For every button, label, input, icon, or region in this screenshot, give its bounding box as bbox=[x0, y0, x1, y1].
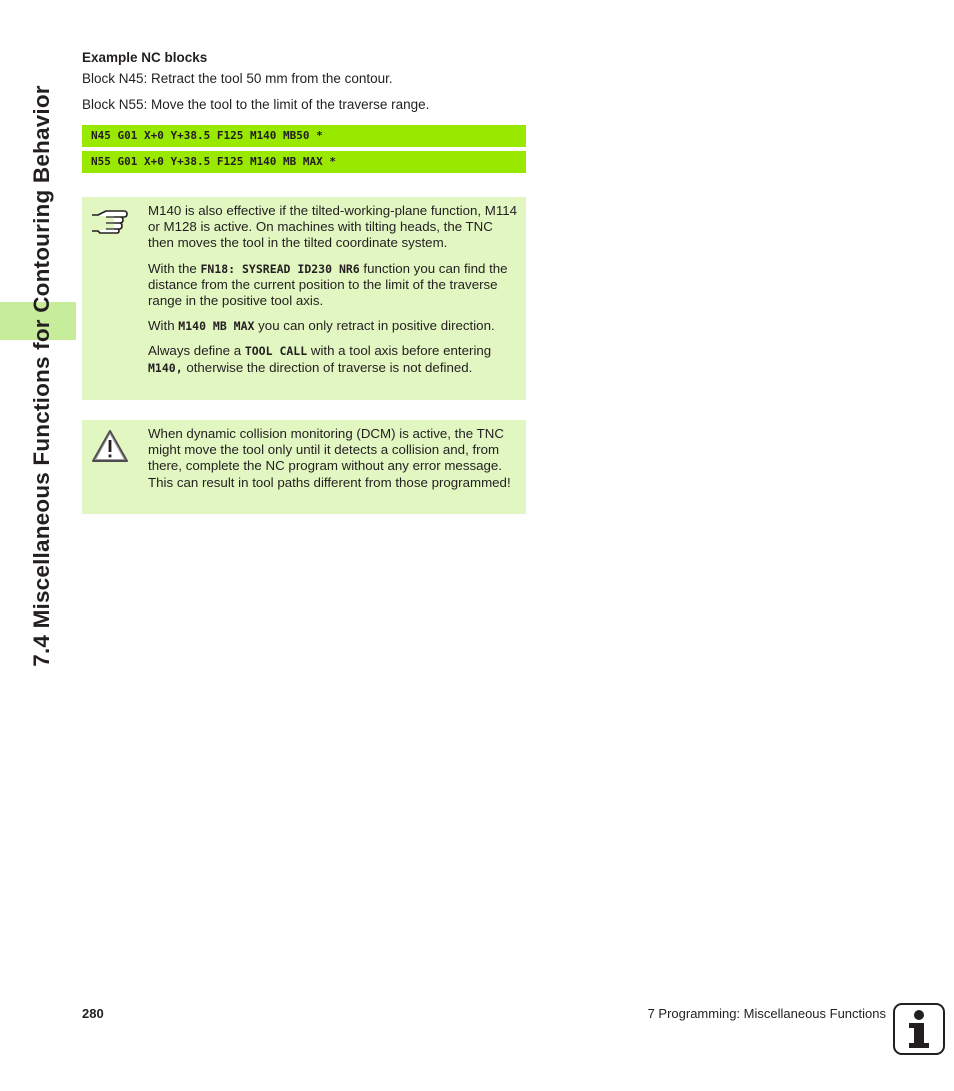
warning-box bbox=[82, 420, 526, 514]
note-paragraph-4 bbox=[148, 343, 520, 375]
block-n55-description: Block N55: Move the tool to the limit of the traverse range. bbox=[82, 97, 430, 112]
note-code-tool-call: TOOL CALL bbox=[244, 344, 308, 359]
warning-triangle-icon bbox=[91, 429, 129, 468]
section-title: 7.4 Miscellaneous Functions for Contouring Behavior bbox=[29, 85, 54, 667]
note-text-span: With the bbox=[148, 260, 201, 276]
pointing-hand-icon bbox=[90, 207, 130, 240]
note-paragraph-2 bbox=[148, 261, 520, 310]
note-code-m140-comma: M140, bbox=[148, 360, 183, 375]
note-text-span: With bbox=[148, 318, 179, 334]
note-text-span: function you can find the distance from the current position to the limit of the traverse range in the positive tool axis. bbox=[148, 260, 508, 309]
info-icon bbox=[893, 1003, 945, 1055]
page-number: 280 bbox=[82, 1006, 104, 1021]
note-paragraph-3 bbox=[148, 318, 520, 334]
block-n45-description: Block N45: Retract the tool 50 mm from the contour. bbox=[82, 71, 393, 86]
code-line-n45: N45 G01 X+0 Y+38.5 F125 M140 MB50 * bbox=[82, 125, 526, 147]
warning-text: When dynamic collision monitoring (DCM) is active, the TNC might move the tool only until it detects a collision and, from there, complete the NC program without any error message. This can result in tool paths different from those programmed! bbox=[148, 426, 511, 490]
note-code-fn18: FN18: SYSREAD ID230 NR6 bbox=[200, 261, 360, 276]
note-text-span: with a tool axis before entering bbox=[307, 343, 492, 359]
footer-chapter-title: 7 Programming: Miscellaneous Functions bbox=[647, 1006, 886, 1021]
note-text-span: otherwise the direction of traverse is not defined. bbox=[182, 359, 473, 375]
note-text-span: you can only retract in positive direction. bbox=[254, 318, 495, 334]
note-text bbox=[148, 203, 520, 385]
code-line-n55: N55 G01 X+0 Y+38.5 F125 M140 MB MAX * bbox=[82, 151, 526, 173]
example-heading: Example NC blocks bbox=[82, 50, 208, 65]
note-box bbox=[82, 197, 526, 400]
note-code-m140: M140 MB MAX bbox=[178, 319, 255, 334]
note-text-span: Always define a bbox=[148, 343, 245, 359]
note-paragraph-1: M140 is also effective if the tilted-working-plane function, M114 or M128 is active. On machines with tilting heads, the TNC then moves the tool in the tilted coordinate system. bbox=[148, 203, 518, 251]
sidebar bbox=[0, 0, 76, 1091]
